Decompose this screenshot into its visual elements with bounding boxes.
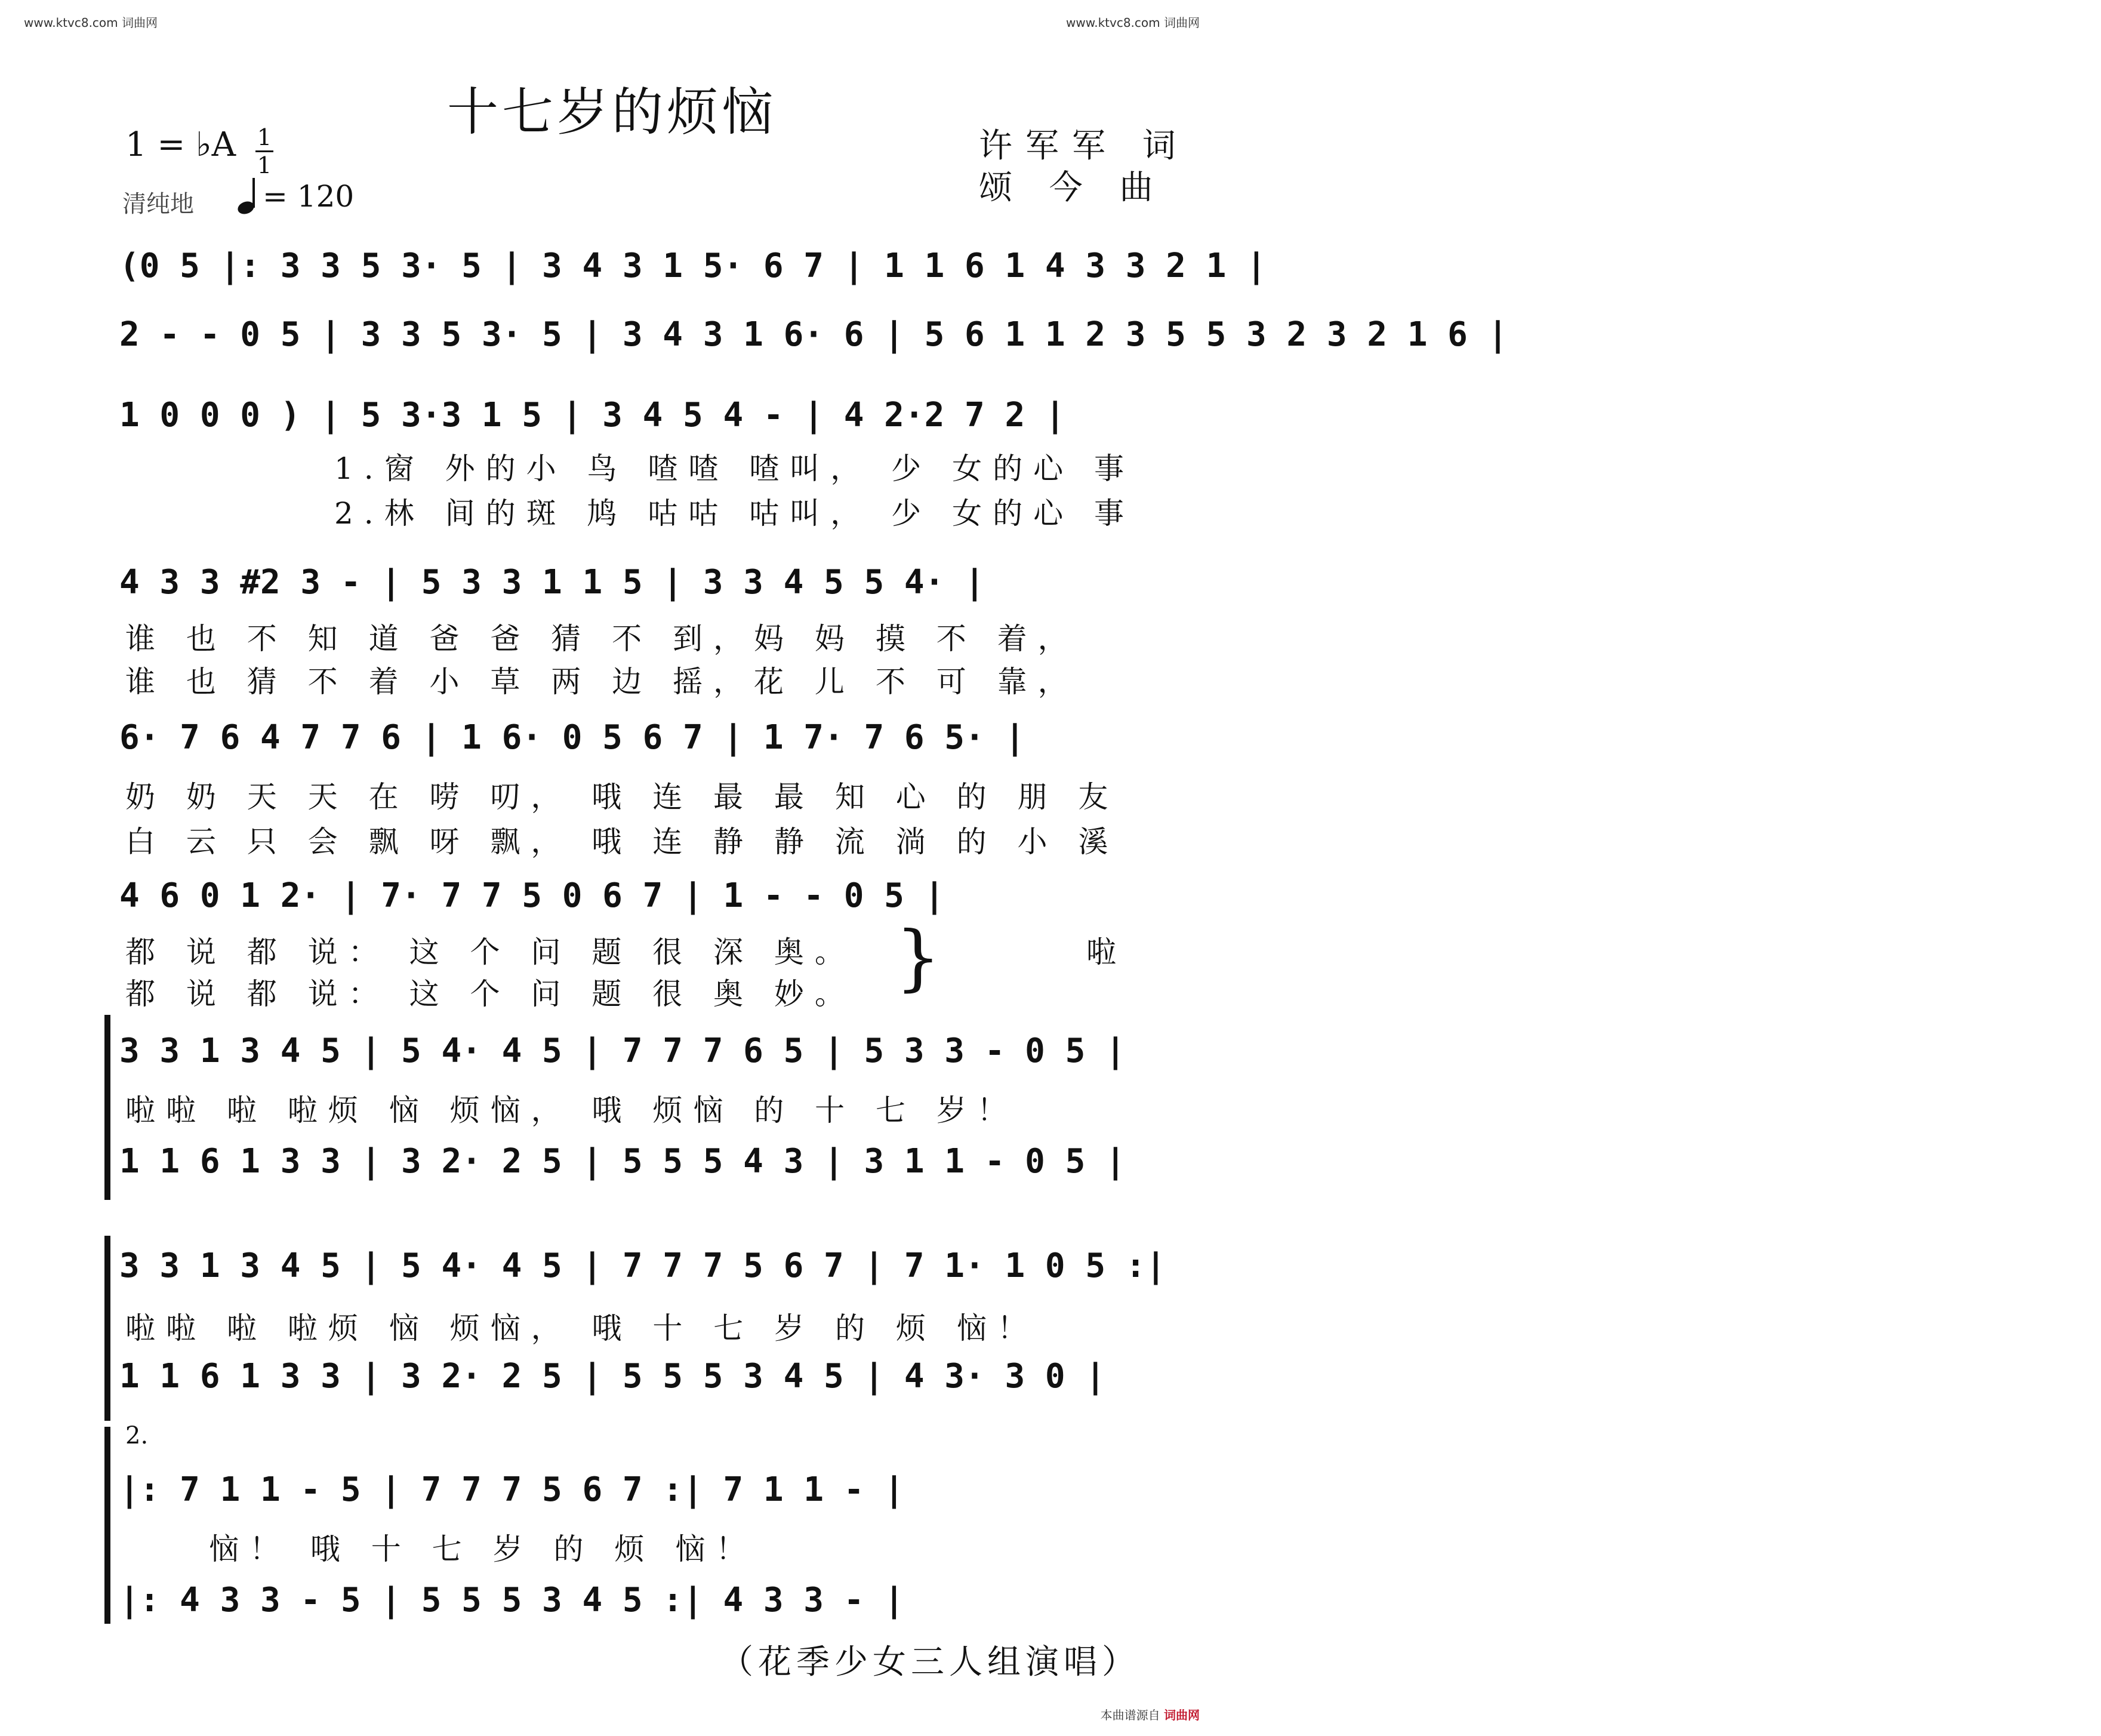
lyric-ending: 恼！ 哦 十 七 岁 的 烦 恼！ <box>209 1532 757 1566</box>
ending-number: 2. <box>125 1422 149 1449</box>
system-bracket-1 <box>104 1015 110 1200</box>
notation-row-2: 2 - - 0 5 | 3 3 5 3· 5 | 3 4 3 1 6· 6 | 5 6 1 1 2 3 5 5 3 2 3 2 1 6 | <box>119 315 1508 354</box>
lyric-chorus-2: 啦啦 啦 啦烦 恼 烦恼， 哦 十 七 岁 的 烦 恼！ <box>125 1311 1038 1346</box>
performer-credit: （花季少女三人组演唱） <box>720 1643 1140 1682</box>
lyric-verse2-line3: 白 云 只 会 飘 呀 飘， 哦 连 静 静 流 淌 的 小 溪 <box>125 824 1119 859</box>
notation-row-5: 6· 7 6 4 7 7 6 | 1 6· 0 5 6 7 | 1 7· 7 6 5· | <box>119 718 1025 757</box>
lyric-verse2-line1: 2.林 间的斑 鸠 咕咕 咕叫， 少 女的心 事 <box>334 496 1135 531</box>
lyric-chorus-1: 啦啦 啦 啦烦 恼 烦恼， 哦 烦恼 的 十 七 岁！ <box>125 1093 1018 1128</box>
lyric-verse1-line4: 都 说 都 说： 这 个 问 题 很 深 奥。 <box>125 935 855 969</box>
key-signature: 1 = ♭A <box>125 125 236 164</box>
composer-credit: 颂 今 曲 <box>979 168 1166 207</box>
lyric-la: 啦 <box>1086 935 1127 969</box>
lyric-verse1-line1: 1.窗 外的小 鸟 喳喳 喳叫， 少 女的心 事 <box>334 451 1135 486</box>
tempo-label: 清纯地 <box>122 190 194 218</box>
lyric-verse2-line4: 都 说 都 说： 这 个 问 题 很 奥 妙。 <box>125 977 855 1011</box>
source-brand[interactable]: 词曲网 <box>1164 1708 1200 1722</box>
song-title: 十七岁的烦恼 <box>447 82 777 142</box>
lyric-verse1-line3: 奶 奶 天 天 在 唠 叨， 哦 连 最 最 知 心 的 朋 友 <box>125 780 1119 814</box>
lyric-verse1-line2: 谁 也 不 知 道 爸 爸 猜 不 到，妈 妈 摸 不 着， <box>125 621 1079 656</box>
system-bracket-3 <box>104 1427 110 1624</box>
time-signature <box>255 125 273 177</box>
meter-bottom: 1 <box>257 152 272 178</box>
notation-row-1: (0 5 |: 3 3 5 3· 5 | 3 4 3 1 5· 6 7 | 1 1 6 1 4 3 3 2 1 | <box>119 246 1267 285</box>
verse-brace-icon: } <box>895 916 941 999</box>
notation-row-11: |: 7 1 1 - 5 | 7 7 7 5 6 7 :| 7 1 1 - | <box>119 1470 904 1509</box>
lyric-verse2-line2: 谁 也 猜 不 着 小 草 两 边 摇，花 儿 不 可 靠， <box>125 664 1079 699</box>
lyricist-credit: 许军军 词 <box>979 127 1189 165</box>
notation-row-3: 1 0 0 0 ) | 5 3·3 1 5 | 3 4 5 4 - | 4 2·2 7 2 | <box>119 395 1065 435</box>
meter-top: 1 <box>257 124 272 150</box>
notation-row-6: 4 6 0 1 2· | 7· 7 7 5 0 6 7 | 1 - - 0 5 | <box>119 876 945 915</box>
system-bracket-2 <box>104 1236 110 1421</box>
notation-row-7: 3 3 1 3 4 5 | 5 4· 4 5 | 7 7 7 6 5 | 5 3 3 - 0 5 | <box>119 1031 1126 1070</box>
notation-row-9: 3 3 1 3 4 5 | 5 4· 4 5 | 7 7 7 5 6 7 | 7 1· 1 0 5 :| <box>119 1246 1166 1285</box>
notation-row-12: |: 4 3 3 - 5 | 5 5 5 3 4 5 :| 4 3 3 - | <box>119 1580 904 1620</box>
tempo-value: = 120 <box>263 179 355 214</box>
source-text: 本曲谱源自 <box>1100 1708 1160 1722</box>
notation-row-8: 1 1 6 1 3 3 | 3 2· 2 5 | 5 5 5 4 3 | 3 1 1 - 0 5 | <box>119 1141 1126 1181</box>
notation-row-10: 1 1 6 1 3 3 | 3 2· 2 5 | 5 5 5 3 4 5 | 4 3· 3 0 | <box>119 1356 1106 1396</box>
site-url-left[interactable]: www.ktvc8.com 词曲网 <box>24 16 158 30</box>
notation-row-4: 4 3 3 #2 3 - | 5 3 3 1 1 5 | 3 3 4 5 5 4· | <box>119 562 985 602</box>
site-url-right[interactable]: www.ktvc8.com 词曲网 <box>1065 16 1200 30</box>
source-watermark[interactable] <box>1101 1706 1200 1723</box>
